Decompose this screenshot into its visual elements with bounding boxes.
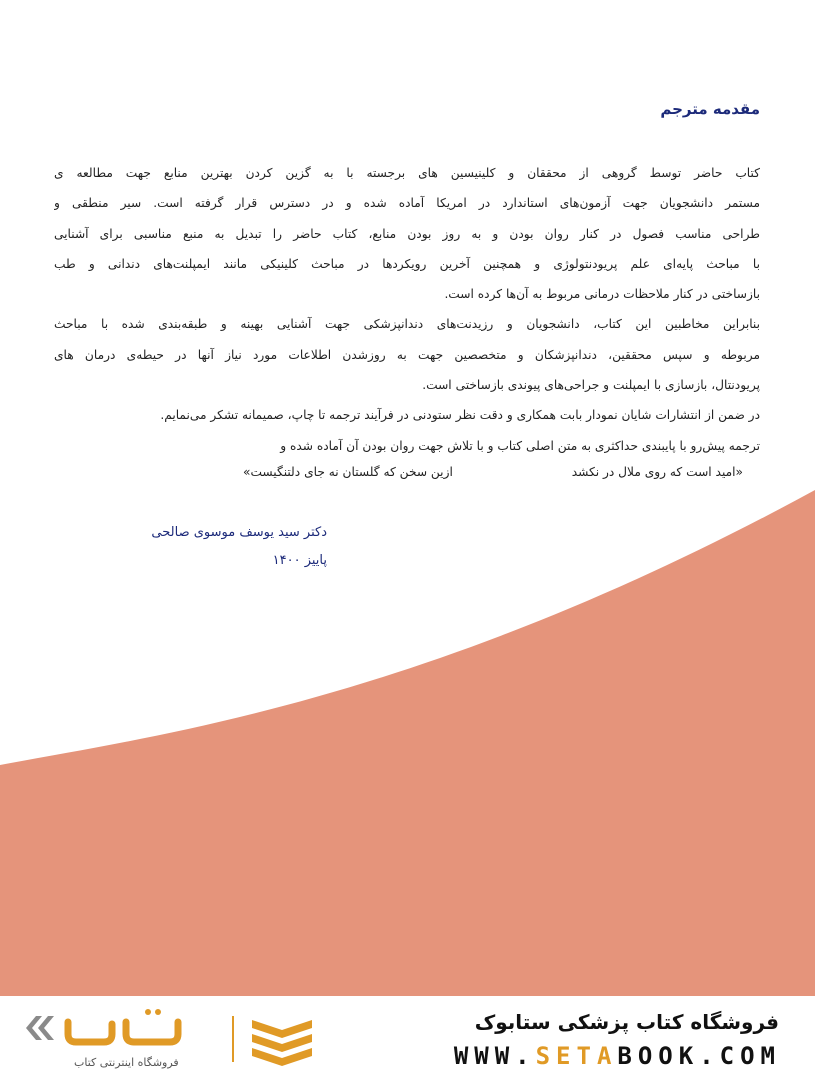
url-suffix: BOOK.COM (617, 1042, 781, 1070)
text-line: بنابراین مخاطبین این کتاب، دانشجویان و رزیدنت‌های دندانپزشکی جهت آشنایی بهینه و طبقه‌بندی شده با مباحث (54, 317, 760, 332)
store-url (454, 1042, 781, 1070)
body-text (54, 158, 760, 461)
text-line: بازساختی در کنار ملاحظات درمانی مربوط به آن‌ها کرده است. (444, 287, 760, 302)
poem-second-hemistich: ازین سخن که گلستان نه جای دلتنگیست» (243, 465, 453, 479)
text-line: ترجمه پیش‌رو با پایبندی حداکثری به متن اصلی کتاب و با تلاش جهت روان بودن آن آماده شده و (280, 438, 760, 453)
page-title: مقدمه مترجم (660, 100, 760, 118)
translator-name: دکتر سید یوسف موسوی صالحی (151, 525, 327, 540)
store-name: فروشگاه کتاب پزشکی ستابوک (474, 1010, 779, 1034)
text-line: مستمر دانشجویان جهت آزمون‌های استاندارد در امریکا آماده شده و در دسترس قرار گرفته است. سیر منطقی و (54, 196, 760, 211)
text-line: طراحی مناسب فصول در کنار روان بودن و به روز بودن منابع، کتاب حاضر را تبدیل به منبع مناسبی برای آشنایی (54, 226, 760, 241)
footer-banner (0, 996, 815, 1080)
book-stack-icon (252, 1020, 312, 1066)
text-line: پریودنتال، بازسازی با ایمپلنت و جراحی‌های پیوندی بازساختی است. (422, 378, 760, 393)
text-line: مربوطه و سپس محققین، دندانپزشکان و متخصصین جهت به روزشدن اطلاعات مورد نیاز آنها در حیطه‌ی درمان های (54, 347, 760, 362)
poem-verse (243, 465, 743, 479)
chevron-icon (26, 1016, 54, 1040)
logo-caption: فروشگاه اینترنتی کتاب (74, 1056, 179, 1069)
url-brand: SETA (535, 1042, 618, 1070)
text-line: کتاب حاضر توسط گروهی از محققان و کلینیسین های برجسته با به گزین کردن بهترین منابع جهت مطالعه ی (54, 166, 760, 180)
text-line: با مباحث پایه‌ای علم پریودنتولوژی و همچنین آخرین رویکردها در مباحث کلینیکی مانند ایمپلنت‌های دندانی و طب (54, 256, 760, 271)
poem-first-hemistich: «امید است که روی ملال در نکشد (571, 465, 743, 479)
logo-wordmark-glyph (68, 1009, 178, 1042)
text-line: در ضمن از انتشارات شایان نمودار بابت همکاری و دقت نظر ستودنی در فرآیند ترجمه تا چاپ، صمیمانه تشکر می‌نمایم. (160, 408, 760, 423)
translation-date: پاییز ۱۴۰۰ (272, 553, 327, 568)
url-prefix: WWW. (453, 1042, 536, 1070)
salmon-curve-shape (0, 490, 815, 1080)
logo-divider (232, 1016, 234, 1062)
